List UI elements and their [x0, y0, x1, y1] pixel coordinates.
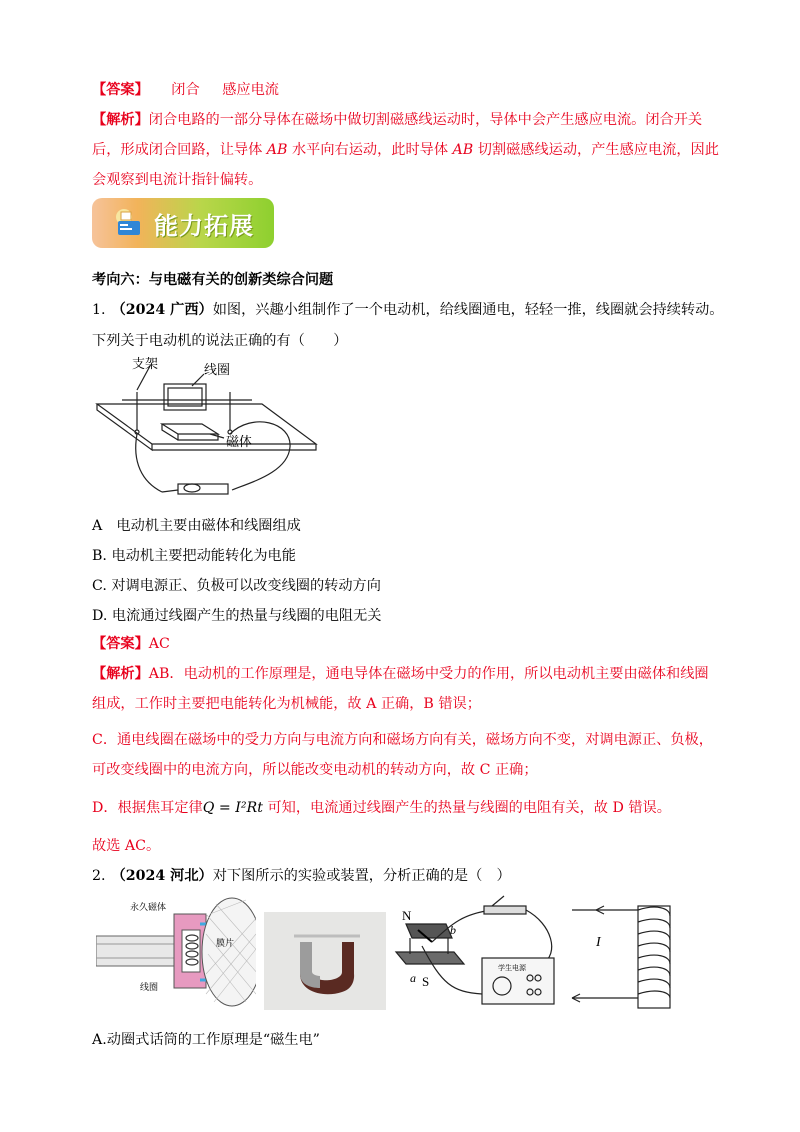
question-source: （2024 河北）: [111, 868, 213, 884]
analysis-tag: 【解析】: [92, 666, 149, 682]
generator-figure: [392, 894, 562, 1012]
label-a: a: [410, 971, 416, 985]
analysis-line-2: [92, 140, 719, 160]
q1-stem-line-2: 下列关于电动机的说法正确的有（ ）: [92, 333, 348, 349]
analysis-line-3: [92, 170, 262, 190]
answer-value-2: 感应电流: [222, 82, 279, 98]
option-a: A 电动机主要由磁体和线圈组成: [92, 518, 301, 534]
q1-answer: [92, 634, 170, 654]
label-s: S: [422, 974, 430, 989]
answer-value: AC: [148, 636, 170, 652]
q1-analysis-line-1: [92, 664, 709, 684]
answer-value-1: 闭合: [171, 82, 200, 98]
question-number: 1.: [92, 302, 106, 318]
conductor-label: AB: [266, 142, 288, 158]
q1-analysis-line-2: 组成，工作时主要把电能转化为机械能，故 A 正确，B 错误；: [92, 696, 481, 712]
solenoid-figure: [566, 898, 676, 1018]
answer-line: [92, 80, 279, 100]
joule-formula: Q = I²Rt: [202, 800, 263, 816]
question-number: 2.: [92, 868, 106, 884]
option-b: B. 电动机主要把动能转化为电能: [92, 548, 296, 564]
analysis-text: 切割磁感线运动，产生感应电流，因此: [473, 142, 719, 158]
label-n: N: [402, 908, 412, 923]
ability-banner: [92, 198, 274, 248]
analysis-text: 可知，电流通过线圈产生的热量与线圈的电阻有关，故 D 错误。: [267, 800, 671, 816]
document-icon: [112, 207, 146, 239]
label-support: 支架: [132, 356, 159, 371]
q1-stem-line-1: [92, 300, 724, 320]
current-label: I: [596, 935, 601, 950]
label-student-supply: 学生电源: [498, 965, 526, 972]
label-coil: 线圈: [204, 362, 231, 377]
label-coil: 线圈: [140, 982, 159, 992]
analysis-text: 水平向右运动，此时导体: [287, 142, 453, 158]
microphone-figure: [96, 894, 256, 1010]
q2-option-a: A.动圈式话筒的工作原理是“磁生电”: [92, 1032, 320, 1048]
option-d: D. 电流通过线圈产生的热量与线圈的电阻无关: [92, 608, 382, 624]
motor-figure: [92, 352, 322, 512]
q1-analysis-line-3: C．通电线圈在磁场中的受力方向与电流方向和磁场方向有关，磁场方向不变，对调电源正、负极，: [92, 732, 713, 748]
q1-analysis-line-6: 故选 AC。: [92, 838, 161, 854]
section-title: 考向六：与电磁有关的创新类综合问题: [92, 272, 334, 288]
answer-tag: 【答案】: [92, 636, 149, 652]
label-b: b: [450, 923, 456, 937]
label-permanent-magnet: 永久磁体: [130, 902, 167, 912]
q1-analysis-line-5: [92, 798, 671, 818]
analysis-text: 后，形成闭合回路，让导体: [92, 142, 267, 158]
analysis-text: D．根据焦耳定律: [92, 800, 203, 816]
q2-stem: [92, 866, 511, 886]
analysis-text: 会观察到电流计指针偏转。: [92, 172, 263, 188]
label-diaphragm: 膜片: [216, 938, 235, 948]
q1-analysis-line-4: 可改变线圈中的电流方向，所以能改变电动机的转动方向，故 C 正确；: [92, 762, 538, 778]
question-text: 对下图所示的实验或装置，分析正确的是（ ）: [212, 868, 511, 884]
question-source: （2024 广西）: [111, 302, 213, 318]
analysis-text: 闭合电路的一部分导体在磁场中做切割磁感线运动时，导体中会产生感应电流。闭合开关: [148, 112, 703, 128]
analysis-line-1: [92, 110, 702, 130]
question-text: 如图，兴趣小组制作了一个电动机，给线圈通电，轻轻一推，线圈就会持续转动。: [212, 302, 724, 318]
banner-title: 能力拓展: [154, 212, 254, 240]
analysis-text: AB．电动机的工作原理是，通电导体在磁场中受力的作用，所以电动机主要由磁体和线圈: [148, 666, 709, 682]
u-magnet-photo: [264, 912, 386, 1010]
analysis-tag: 【解析】: [92, 112, 149, 128]
option-c: C. 对调电源正、负极可以改变线圈的转动方向: [92, 578, 381, 594]
label-magnet: 磁体: [226, 434, 253, 449]
conductor-label: AB: [452, 142, 474, 158]
answer-tag: 【答案】: [92, 82, 149, 98]
